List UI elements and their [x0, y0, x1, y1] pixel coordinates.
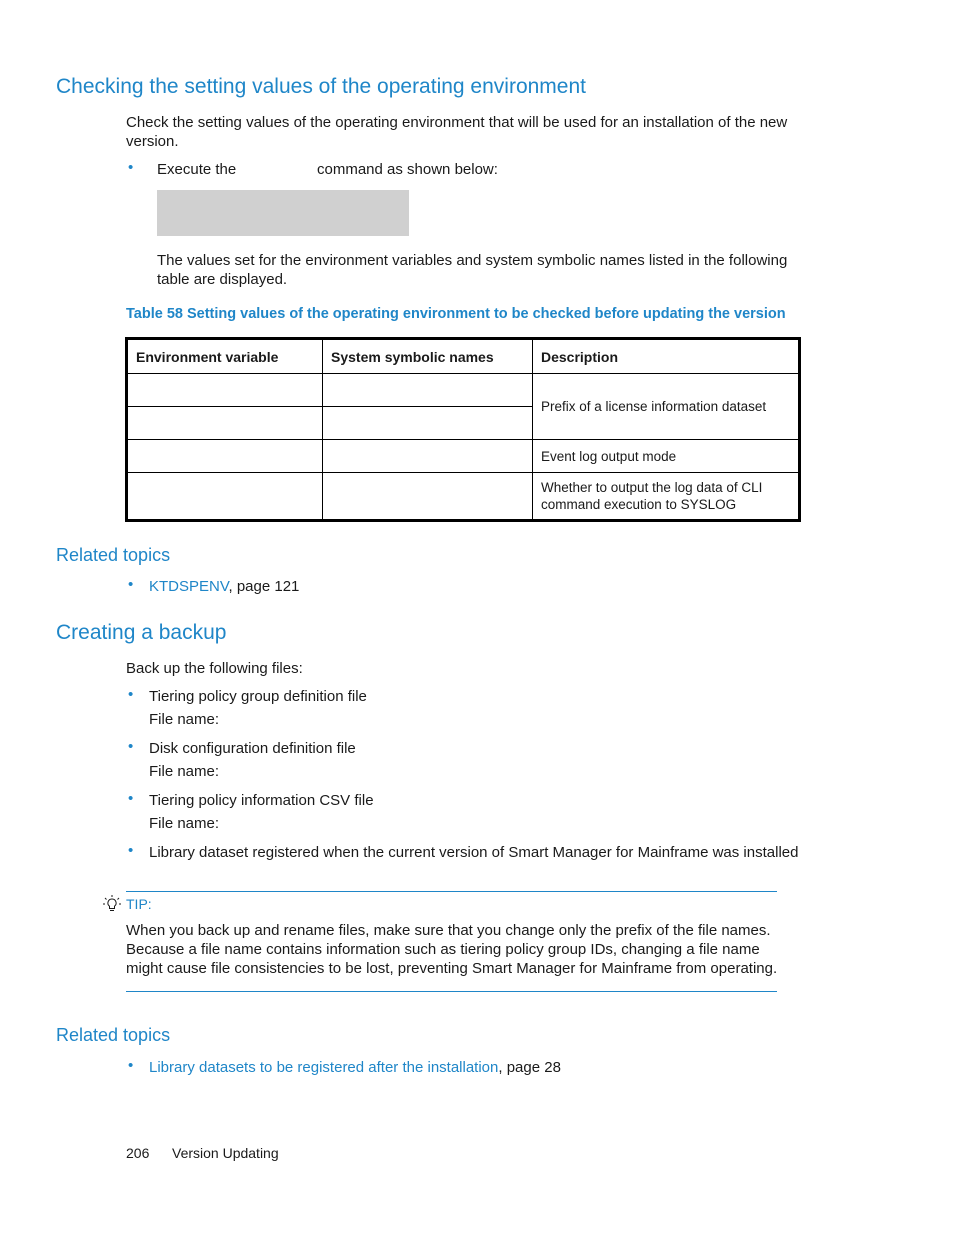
bullet-dot: •: [128, 790, 134, 807]
bullet-dot: •: [128, 686, 134, 703]
bullet-dot: •: [128, 842, 134, 859]
table-cell: [323, 374, 533, 407]
section-intro: Check the setting values of the operating environment that will be used for an installation of the new version.: [126, 114, 788, 150]
table-header-row: [127, 339, 800, 374]
table-cell: [127, 374, 323, 407]
result-text: The values set for the environment variables and system symbolic names listed in the following table are displayed.: [157, 252, 788, 288]
bullet-dot: •: [128, 1057, 134, 1074]
table-row: [127, 473, 800, 521]
backup-item-filename: File name:: [149, 711, 220, 728]
bullet-command-text: command as shown below:: [317, 161, 498, 178]
backup-item-label: Library dataset registered when the current version of Smart Manager for Mainframe was installed: [149, 844, 799, 861]
table-cell-description: Event log output mode: [533, 440, 800, 473]
col-header-symbolic-names: System symbolic names: [323, 339, 533, 374]
col-header-description: Description: [533, 339, 800, 374]
table-row: [127, 374, 800, 407]
bullet-dot: •: [128, 159, 134, 176]
col-header-env-variable: Environment variable: [127, 339, 323, 374]
page-ref: , page 28: [498, 1059, 561, 1076]
backup-item-filename: File name:: [149, 763, 220, 780]
bullet-dot: •: [128, 738, 134, 755]
table-cell-description: Prefix of a license information dataset: [533, 374, 800, 440]
backup-item-label: Tiering policy group definition file: [149, 688, 367, 705]
related-topics-heading: Related topics: [56, 1025, 171, 1045]
table-cell: [323, 407, 533, 440]
table-caption: Table 58 Setting values of the operating environment to be checked before updating the version: [126, 306, 786, 322]
section-title-checking: Checking the setting values of the operating environment: [56, 75, 586, 98]
table-cell: [127, 407, 323, 440]
backup-item-label: Disk configuration definition file: [149, 740, 356, 757]
chapter-name: Version Updating: [172, 1145, 279, 1161]
bullet-dot: •: [128, 576, 134, 593]
table-cell-description: Whether to output the log data of CLI command execution to SYSLOG: [533, 473, 800, 521]
lightbulb-icon: [102, 894, 122, 914]
backup-item-filename: File name:: [149, 815, 220, 832]
command-code-box: [157, 190, 409, 236]
backup-intro: Back up the following files:: [126, 660, 303, 677]
page-number: 206: [126, 1145, 150, 1161]
tip-label: TIP:: [126, 896, 152, 912]
bullet-execute-text: Execute the: [157, 161, 237, 178]
table-cell: [323, 440, 533, 473]
tip-text: When you back up and rename files, make sure that you change only the prefix of the file names. Because a file name contains information such as tiering policy group IDs, changing a file name might cause file consistencies to be lost, preventing Smart Manager for Mainframe from operating.: [126, 922, 778, 977]
table-row: [127, 440, 800, 473]
related-item: [149, 1058, 561, 1077]
env-settings-table: [125, 337, 801, 522]
backup-item-label: Tiering policy information CSV file: [149, 792, 374, 809]
related-topics-heading: Related topics: [56, 545, 171, 565]
library-datasets-link[interactable]: Library datasets to be registered after the installation: [149, 1059, 499, 1076]
table-cell: [127, 440, 323, 473]
table-cell: [127, 473, 323, 521]
table-cell: [323, 473, 533, 521]
ktdspenv-link[interactable]: KTDSPENV: [149, 578, 229, 595]
section-title-backup: Creating a backup: [56, 621, 227, 644]
page-ref: , page 121: [228, 578, 300, 595]
related-item: [149, 577, 299, 596]
tip-bottom-rule: [126, 991, 777, 992]
tip-top-rule: [126, 891, 777, 892]
